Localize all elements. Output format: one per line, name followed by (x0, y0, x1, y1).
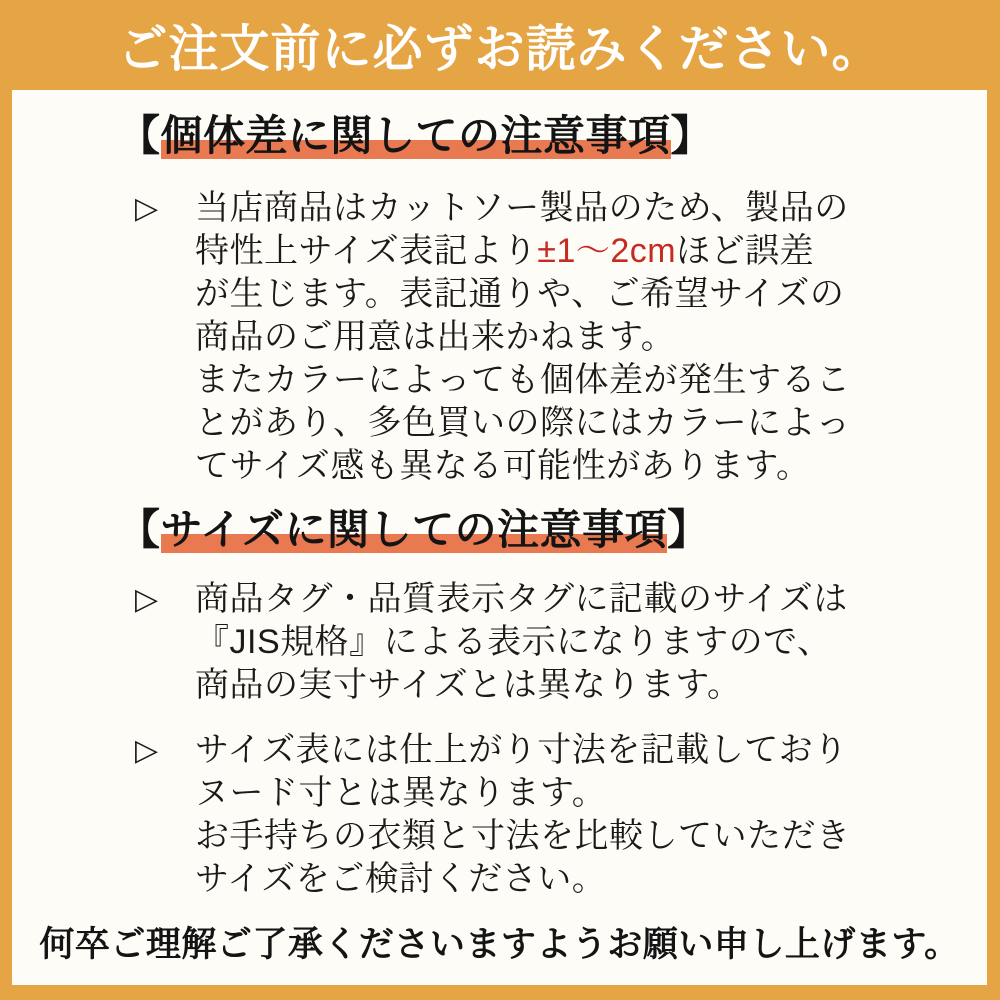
section-heading (118, 110, 987, 163)
bracket-open-char: 【 (118, 505, 161, 553)
bullet-text-segment: サイズをご検討ください。 (195, 860, 607, 898)
bullet-text-segment: 商品の実寸サイズとは異なります。 (195, 666, 742, 704)
header-title: ご注文前に必ずお読みください。 (117, 21, 883, 77)
bullet-text-segment: 特性上サイズ表記より (195, 231, 538, 270)
bullet-text-segment: が生じます。表記通りや、ご希望サイズの (195, 274, 845, 313)
bullet-text-segment: とがあり、多色買いの際にはカラーによっ (195, 403, 851, 442)
header-banner (0, 0, 1000, 90)
bracket-close-char: 】 (667, 505, 710, 553)
sections-container (12, 90, 987, 901)
footer-note: 何卒ご理解ご了承くださいますようお願い申し上げます。 (39, 925, 960, 964)
bullet-triangle-icon: ▷ (135, 191, 159, 225)
section-heading-text: サイズに関しての注意事項 (160, 505, 668, 553)
bullet-text (195, 187, 851, 488)
bullet-text-segment: てサイズ感も異なる可能性があります。 (195, 446, 811, 485)
bullet-item (135, 578, 987, 707)
bracket-open-char: 【 (118, 112, 161, 159)
tolerance-value-emphasis: ±1〜2cm (537, 231, 677, 270)
bullet-text (195, 729, 851, 901)
bullet-text-segment: 商品のご用意は出来かねます。 (195, 317, 676, 356)
bullet-text-segment: ほど誤差 (676, 231, 815, 270)
bullet-text-segment: 当店商品はカットソー製品のため、製品の (195, 188, 849, 227)
bullet-text-segment: お手持ちの衣類と寸法を比較していただき (195, 817, 851, 855)
bullet-item (135, 187, 987, 488)
bullet-text (195, 578, 848, 707)
bullet-text-segment: またカラーによっても個体差が発生するこ (195, 360, 851, 399)
section-heading (118, 504, 987, 557)
bullet-text-segment: 『JIS規格』による表示になりますので、 (195, 623, 832, 661)
bullet-triangle-icon: ▷ (135, 734, 159, 767)
section-heading-text: 個体差に関しての注意事項 (160, 112, 671, 159)
bracket-close-char: 】 (670, 112, 714, 159)
bullet-text-segment: 商品タグ・品質表示タグに記載のサイズは (195, 580, 848, 618)
bullet-item (135, 729, 987, 901)
notice-section (12, 110, 987, 488)
bullet-text-segment: サイズ表には仕上がり寸法を記載しており (195, 731, 848, 769)
notice-section (12, 504, 987, 902)
content-area (12, 90, 987, 985)
bullet-text-segment: ヌード寸とは異なります。 (195, 774, 607, 812)
bullet-triangle-icon: ▷ (135, 583, 159, 616)
